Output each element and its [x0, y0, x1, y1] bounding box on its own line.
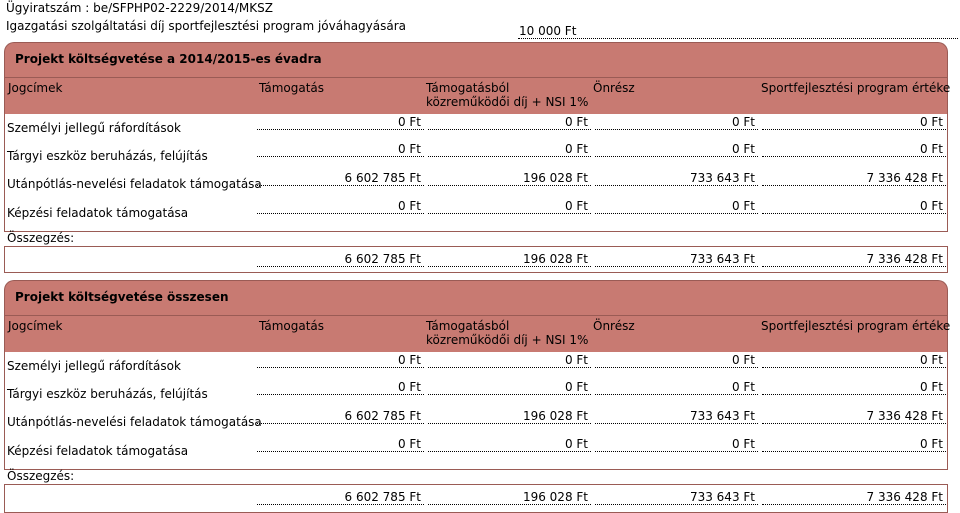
- col-head-jogcimek: Jogcímek: [8, 319, 63, 333]
- cell-kozremukodoi: 0 Ft: [428, 142, 591, 157]
- cell-tamogatas: 0 Ft: [257, 142, 424, 157]
- summary-onresz: 733 643 Ft: [595, 490, 758, 505]
- row-label-targyi: Tárgyi eszköz beruházás, felújítás: [7, 149, 208, 163]
- col-head-kozremukodoi-2: közreműködői díj + NSI 1%: [426, 95, 589, 109]
- cell-onresz: 0 Ft: [595, 199, 758, 214]
- summary-kozremukodoi: 196 028 Ft: [428, 252, 591, 267]
- cell-kozremukodoi: 0 Ft: [428, 437, 591, 452]
- cell-tamogatas: 0 Ft: [257, 199, 424, 214]
- summary-onresz: 733 643 Ft: [595, 252, 758, 267]
- cell-program-erteke: 0 Ft: [762, 115, 946, 130]
- section-header: [4, 42, 948, 77]
- summary-label: Összegzés:: [7, 231, 75, 245]
- section-header: [4, 280, 948, 315]
- cell-kozremukodoi: 0 Ft: [428, 353, 591, 368]
- summary-kozremukodoi: 196 028 Ft: [428, 490, 591, 505]
- column-header-band: [4, 77, 951, 114]
- cell-tamogatas: 0 Ft: [257, 353, 424, 368]
- cell-program-erteke: 0 Ft: [762, 142, 946, 157]
- summary-program-erteke: 7 336 428 Ft: [762, 490, 946, 505]
- case-number: Ügyiratszám : be/SFPHP02-2229/2014/MKSZ: [6, 1, 273, 15]
- cell-tamogatas: 0 Ft: [257, 115, 424, 130]
- cell-tamogatas: 6 602 785 Ft: [257, 171, 424, 186]
- col-head-kozremukodoi-2: közreműködői díj + NSI 1%: [426, 333, 589, 347]
- cell-program-erteke: 0 Ft: [762, 353, 946, 368]
- row-label-kepzesi: Képzési feladatok támogatása: [7, 206, 189, 220]
- summary-tamogatas: 6 602 785 Ft: [257, 490, 424, 505]
- col-head-program-erteke: Sportfejlesztési program értéke: [761, 319, 951, 333]
- cell-onresz: 733 643 Ft: [595, 409, 758, 424]
- col-head-kozremukodoi-1: Támogatásból: [426, 81, 510, 95]
- section-title: Projekt költségvetése a 2014/2015-es évadra: [15, 52, 322, 66]
- cell-kozremukodoi: 0 Ft: [428, 199, 591, 214]
- cell-program-erteke: 7 336 428 Ft: [762, 409, 946, 424]
- summary-tamogatas: 6 602 785 Ft: [257, 252, 424, 267]
- row-label-szemelyi: Személyi jellegű ráfordítások: [7, 359, 181, 373]
- cell-kozremukodoi: 0 Ft: [428, 380, 591, 395]
- fee-value: 10 000 Ft: [518, 23, 958, 39]
- cell-kozremukodoi: 196 028 Ft: [428, 171, 591, 186]
- row-label-utanpotlas: Utánpótlás-nevelési feladatok támogatása: [7, 415, 262, 429]
- cell-onresz: 0 Ft: [595, 115, 758, 130]
- cell-program-erteke: 7 336 428 Ft: [762, 171, 946, 186]
- cell-onresz: 0 Ft: [595, 437, 758, 452]
- row-label-targyi: Tárgyi eszköz beruházás, felújítás: [7, 387, 208, 401]
- row-label-utanpotlas: Utánpótlás-nevelési feladatok támogatása: [7, 177, 262, 191]
- cell-program-erteke: 0 Ft: [762, 199, 946, 214]
- cell-onresz: 0 Ft: [595, 142, 758, 157]
- col-head-onresz: Önrész: [593, 319, 635, 333]
- cell-program-erteke: 0 Ft: [762, 437, 946, 452]
- column-header-band: [4, 315, 951, 352]
- col-head-program-erteke: Sportfejlesztési program értéke: [761, 81, 951, 95]
- row-label-szemelyi: Személyi jellegű ráfordítások: [7, 121, 181, 135]
- col-head-onresz: Önrész: [593, 81, 635, 95]
- cell-tamogatas: 0 Ft: [257, 437, 424, 452]
- cell-onresz: 0 Ft: [595, 353, 758, 368]
- cell-onresz: 733 643 Ft: [595, 171, 758, 186]
- cell-tamogatas: 0 Ft: [257, 380, 424, 395]
- summary-program-erteke: 7 336 428 Ft: [762, 252, 946, 267]
- cell-tamogatas: 6 602 785 Ft: [257, 409, 424, 424]
- fee-label: Igazgatási szolgáltatási díj sportfejlesztési program jóváhagyására: [6, 19, 407, 33]
- col-head-tamogatas: Támogatás: [259, 319, 325, 333]
- col-head-kozremukodoi-1: Támogatásból: [426, 319, 510, 333]
- cell-onresz: 0 Ft: [595, 380, 758, 395]
- cell-kozremukodoi: 196 028 Ft: [428, 409, 591, 424]
- section-title: Projekt költségvetése összesen: [15, 290, 229, 304]
- cell-kozremukodoi: 0 Ft: [428, 115, 591, 130]
- col-head-jogcimek: Jogcímek: [8, 81, 63, 95]
- summary-label: Összegzés:: [7, 469, 75, 483]
- cell-program-erteke: 0 Ft: [762, 380, 946, 395]
- col-head-tamogatas: Támogatás: [259, 81, 325, 95]
- row-label-kepzesi: Képzési feladatok támogatása: [7, 444, 189, 458]
